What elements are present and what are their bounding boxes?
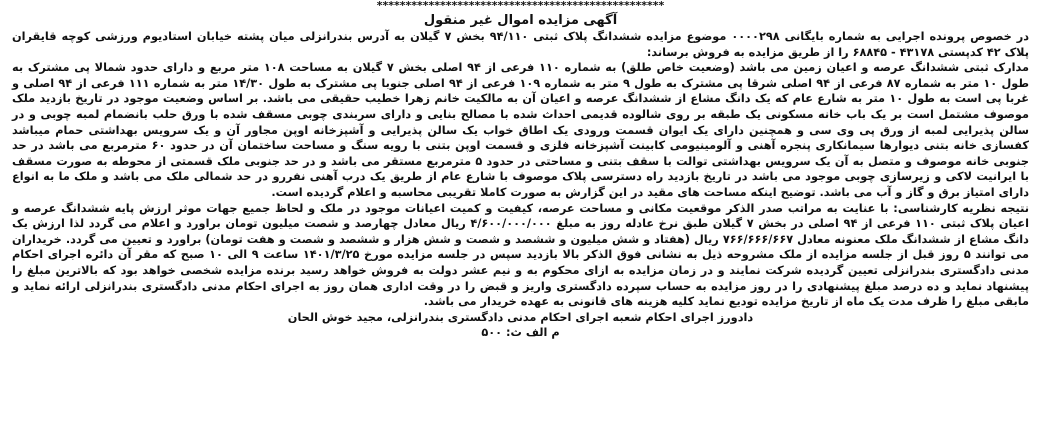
notice-title: آگهی مزایده اموال غیر منقول [423,13,618,28]
signature-line: دادورز اجرای احکام شعبه اجرای احکام مدنی دادگستری بندرانزلی، مجید خوش الحان [287,310,754,324]
paragraph-property-description: مدارک ثبتی ششدانگ عرصه و اعیان زمین می باشد (وضعیت خاص طلق) به شماره ۱۱۰ فرعی از ۹۴ اصلی بخش ۷ گیلان به مساحت ۱۰۸ متر مربع و دارای حدود شمالا پی مشترک به طول ۱۰ متر به شماره ۸۷ فرعی از ۹۴ اصلی شرقا پی مشترک به طول ۹ متر به شماره ۱۰۹ فرعی از ۹۴ اصلی جنوبا پی مشترک به طول ۱۴/۳۰ متر به شماره ۱۱۱ فرعی از ۹۴ اصلی و غربا پی است به طول ۱۰ متر به شارع عام که یک دانگ مشاع از ششدانگ عرصه و اعیان آن به مالکیت خانم زهرا خطیب حقیقی می باشد. بر اساس وضعیت موجود در تاریخ بازدید ملک موصوف مشتمل است بر یک باب خانه مسکونی یک طبقه بر روی شالوده قدیمی احداث شده با مصالح بنایی و دارای سربندی چوبی مسقف شده با ورق حلب بانضمام لمبه چوبی و در سالن پذیرایی لمبه از ورق پی وی سی و همچنین دارای یک ایوان قسمت ورودی یک اطاق خواب یک سالن پذیرایی و آشپزخانه اوپن مجاور آن و یک سرویس بهداشتی حمام میباشد کفسازی خانه بتنی دیوارها سیمانکاری پنجره آهنی و آلومینیومی کابینت آشپزخانه فلزی و قسمت اوپن بتنی با رویه سنگ و مساحت ساختمان آن در حدود ۶۰ مترمربع می باشد در حد جنوبی خانه موصوف و متصل به آن یک سرویس بهداشتی توالت با سقف بتنی و مساحتی در حدود ۵ مترمربع مستقر می باشد و در حد جنوبی ملک قسمتی از محوطه به صورت مسقف با ایرانیت لاکی و زیرسازی چوبی موجود می باشد در تاریخ بازدید راه دسترسی پلاک موصوف با شارع عام از طریق یک درب آهنی نفررو در حد شمالی ملک می باشد و ملک ما به انواع دارای امتیاز برق و گاز و آب می باشد. توضیح اینکه مساحت های مقید در این گزارش به صورت کاملا تقریبی محاسبه و اعلام گردیده است. [12,61,1030,199]
paragraph-expert-opinion: نتیجه نظریه کارشناسی: با عنایت به مراتب صدر الذکر موقعیت مکانی و مساحت عرصه، کیفیت و کمیت اعیانات موجود در ملک و لحاظ جمیع جهات موثر ارزش پایه ششدانگ عرصه و اعیان پلاک ثبتی ۱۱۰ فرعی از ۹۴ اصلی در بخش ۷ گیلان طبق نرخ عادله روز به مبلغ ۴/۶۰۰/۰۰۰/۰۰۰ ریال معادل چهارصد و شصت میلیون تومان براورد و اعلام می گردد لذا ارزش یک دانگ مشاع از ششدانگ ملک معنونه معادل ۷۶۶/۶۶۶/۶۶۷ ریال (هفتاد و شش میلیون و ششصد و شصت و شش هزار و ششصد و شصت و هفت تومان) براورد و تعیین می گردد. خریداران می توانند ۵ روز قبل از جلسه مزایده از ملک مشروحه ذیل به نشانی فوق الذکر بالا بازدید سپس در جلسه مزایده مورخ ۱۴۰۱/۳/۲۵ ساعت ۹ الی ۱۰ صبح که مقر آن دائره اجرای احکام مدنی دادگستری بندرانزلی تعیین گردیده شرکت نمایند و در زمان مزایده به ازای محکوم به و نیم عشر دولت به فروش خواهد رسید برنده مزایده شخصی خواهد بود که بالاترین مبلغ را پیشنهاد نماید و ده درصد مبلغ پیشنهادی را در روز مزایده به حساب سپرده دادگستری واریز و قبض را در وقت اداری همان روز به اجرای احکام مدنی دادگستری بندرانزلی ارائه نماید و مابقی مبلغ را ظرف مدت یک ماه از تاریخ مزایده تودیع نماید کلیه هزینه های قانونی به عهده خریدار می باشد. [12,201,1030,309]
star-divider: ************************************************** [376,0,665,12]
paragraph-case-intro: در خصوص پرونده اجرایی به شماره بایگانی ۰۰۰۰۲۹۸ موضوع مزایده ششدانگ پلاک ثبتی ۹۴/۱۱۰ بخش ۷ گیلان به آدرس بندرانزلی میان پشته خیابان استادیوم ورزشی کوچه قایقران پلاک ۴۲ کدپستی ۴۳۱۷۸ - ۶۸۸۴۵ را از طریق مزایده به فروش برساند: [12,30,1029,59]
reference-code: م الف ث: ۵۰۰ [481,326,560,340]
